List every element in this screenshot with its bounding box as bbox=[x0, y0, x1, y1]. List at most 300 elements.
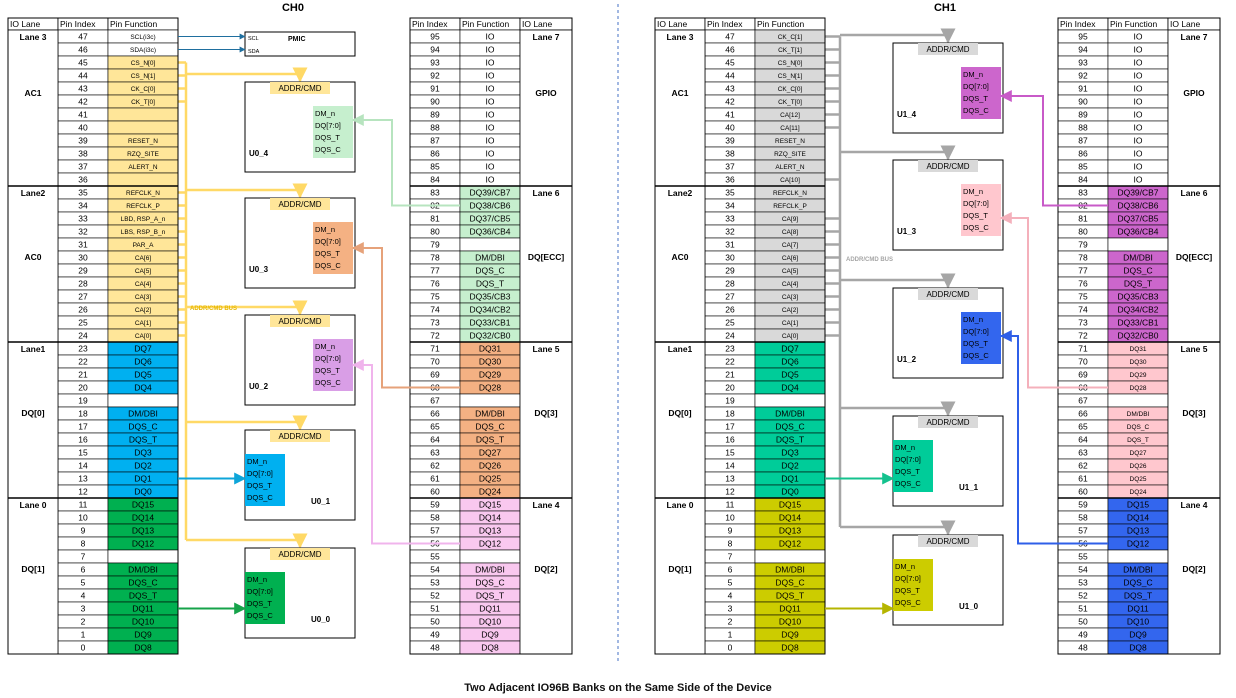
chip-name: U0_3 bbox=[249, 265, 269, 274]
pin-function-text: LBD, RSP_A_n bbox=[120, 216, 166, 223]
pin-index-text: 39 bbox=[78, 135, 88, 146]
pin-function-text: DQS_T bbox=[475, 590, 505, 601]
ch0-dram-U0_2 bbox=[245, 315, 355, 405]
lane-name: Lane 5 bbox=[532, 344, 560, 354]
pin-function-text: DQ14 bbox=[478, 512, 502, 523]
addr-cmd-text: ADDR/CMD bbox=[926, 418, 970, 427]
chip-pin-label: DM_n bbox=[247, 575, 268, 584]
pin-function-text: DQ30 bbox=[478, 356, 502, 367]
pin-function-text: DQ15 bbox=[1126, 499, 1150, 510]
pin-index-text: 94 bbox=[430, 44, 440, 55]
pin-function-text: IO bbox=[485, 161, 495, 172]
pin-index-text: 11 bbox=[725, 499, 735, 510]
header-text: Pin Index bbox=[60, 19, 96, 29]
chip-pin-label: DM_n bbox=[963, 315, 984, 324]
pin-function-text: DQS_T bbox=[128, 590, 158, 601]
pin-index-text: 75 bbox=[430, 291, 440, 302]
pin-index-text: 26 bbox=[78, 304, 88, 315]
pin-index-text: 89 bbox=[430, 109, 440, 120]
pin-function-text: DQS_C bbox=[128, 577, 158, 588]
pin-index-text: 23 bbox=[78, 343, 88, 354]
lane-cell bbox=[520, 498, 572, 654]
lane-name: Lane 3 bbox=[19, 32, 47, 42]
pin-index-text: 58 bbox=[1078, 512, 1088, 523]
lane-function: DQ[1] bbox=[668, 564, 692, 574]
pin-index-text: 52 bbox=[1078, 590, 1088, 601]
pin-function-text: DQ10 bbox=[131, 616, 155, 627]
lane-cell bbox=[8, 30, 58, 186]
header-text: Pin Index bbox=[1060, 19, 1096, 29]
pin-index-text: 76 bbox=[430, 278, 440, 289]
pin-function-text: DQ25 bbox=[1129, 476, 1147, 483]
pin-index-text: 24 bbox=[78, 330, 88, 341]
pin-function-text: DQ11 bbox=[479, 603, 501, 614]
pin-function-text: IO bbox=[485, 109, 495, 120]
pin-index-text: 48 bbox=[1078, 642, 1088, 653]
pin-index-text: 76 bbox=[1078, 278, 1088, 289]
pin-index-text: 92 bbox=[1078, 70, 1088, 81]
pin-function-text: RZQ_SITE bbox=[127, 151, 159, 158]
pin-index-text: 93 bbox=[430, 57, 440, 68]
pin-function-text: DQ4 bbox=[781, 382, 799, 393]
pin-index-text: 83 bbox=[1078, 187, 1088, 198]
pin-function-text: DQ14 bbox=[1126, 512, 1150, 523]
lane-name: Lane1 bbox=[667, 344, 693, 354]
pin-function-text: DQ6 bbox=[134, 356, 152, 367]
ch1-title: CH1 bbox=[933, 2, 957, 14]
chip-pin-label: DM_n bbox=[315, 225, 336, 234]
lane-function: AC0 bbox=[24, 252, 42, 262]
pin-function-text: DM/DBI bbox=[1126, 411, 1150, 418]
pin-function-text: CK_T[0] bbox=[778, 99, 802, 106]
pin-function-cell bbox=[108, 108, 178, 121]
chip-pin-label: DQ[7:0] bbox=[247, 587, 273, 596]
pin-index-text: 84 bbox=[430, 174, 440, 185]
pin-index-text: 55 bbox=[1078, 551, 1088, 562]
pin-function-text: DQ8 bbox=[781, 642, 799, 653]
pin-index-text: 7 bbox=[80, 551, 86, 562]
pin-index-text: 8 bbox=[80, 538, 86, 549]
lane-name: Lane 7 bbox=[532, 32, 560, 42]
pin-index-text: 69 bbox=[1078, 369, 1088, 380]
pin-function-text: DQ1 bbox=[781, 473, 799, 484]
pin-index-text: 82 bbox=[430, 200, 440, 211]
chip-name: U0_0 bbox=[311, 615, 331, 624]
pin-function-text: DQ2 bbox=[781, 460, 799, 471]
pin-index-text: 66 bbox=[1078, 408, 1088, 419]
pin-function-text: DQ9 bbox=[134, 629, 152, 640]
pin-index-text: 21 bbox=[725, 369, 735, 380]
header-text: IO Lane bbox=[10, 19, 41, 29]
addr-cmd-text: ADDR/CMD bbox=[278, 432, 322, 441]
pin-function-text: CK_T[0] bbox=[131, 99, 155, 106]
lane-function: DQ[ECC] bbox=[527, 252, 565, 262]
lane-name: Lane1 bbox=[20, 344, 46, 354]
pin-index-text: 50 bbox=[430, 616, 440, 627]
pin-index-text: 49 bbox=[430, 629, 440, 640]
pin-index-text: 58 bbox=[430, 512, 440, 523]
pin-function-text: DM/DBI bbox=[775, 408, 805, 419]
pin-function-text: DQ13 bbox=[778, 525, 802, 536]
pin-index-text: 47 bbox=[725, 31, 735, 42]
chip-pin-label: DM_n bbox=[895, 562, 916, 571]
pin-index-text: 88 bbox=[1078, 122, 1088, 133]
pin-index-text: 18 bbox=[78, 408, 88, 419]
pin-function-text: DQ11 bbox=[132, 603, 154, 614]
pin-index-text: 1 bbox=[727, 629, 733, 640]
ch0-title: CH0 bbox=[281, 2, 305, 14]
bus-branch bbox=[186, 74, 300, 81]
header-text: Pin Function bbox=[757, 19, 805, 29]
diagram-caption: Two Adjacent IO96B Banks on the Same Side of the Device bbox=[464, 682, 772, 694]
pin-index-text: 88 bbox=[430, 122, 440, 133]
pin-index-text: 75 bbox=[1078, 291, 1088, 302]
pin-index-text: 43 bbox=[725, 83, 735, 94]
ch0-right-pin-table bbox=[410, 18, 572, 654]
pin-function-text: DQ15 bbox=[778, 499, 802, 510]
pin-function-text: DQ11 bbox=[779, 603, 801, 614]
pin-index-text: 33 bbox=[78, 213, 88, 224]
chip-pin-label: DQ[7:0] bbox=[247, 469, 273, 478]
ch1-left-pin-table bbox=[655, 18, 825, 654]
lane-function: DQ[0] bbox=[668, 408, 692, 418]
pin-index-text: 85 bbox=[430, 161, 440, 172]
pin-index-text: 57 bbox=[430, 525, 440, 536]
chip-pin-label: DQS_C bbox=[315, 145, 341, 154]
pin-index-text: 12 bbox=[725, 486, 735, 497]
bus-branch bbox=[840, 35, 948, 42]
pin-index-text: 12 bbox=[78, 486, 88, 497]
pin-index-text: 6 bbox=[80, 564, 86, 575]
pin-index-text: 89 bbox=[1078, 109, 1088, 120]
pin-function-text: DQ34/CB2 bbox=[469, 304, 511, 315]
pin-function-text: PAR_A bbox=[132, 242, 154, 249]
pin-function-text: DQ39/CB7 bbox=[1117, 187, 1159, 198]
pin-function-text: IO bbox=[1133, 174, 1143, 185]
pin-index-text: 3 bbox=[80, 603, 86, 614]
pin-function-text: DQ13 bbox=[478, 525, 502, 536]
pin-index-text: 22 bbox=[78, 356, 88, 367]
pin-function-text: CK_T[1] bbox=[778, 47, 802, 54]
pin-function-text: DQS_T bbox=[775, 590, 805, 601]
pin-index-text: 84 bbox=[1078, 174, 1088, 185]
pin-function-text: DM/DBI bbox=[1123, 252, 1153, 263]
chip-pin-label: DQ[7:0] bbox=[963, 199, 989, 208]
pin-function-text: CA[9] bbox=[781, 216, 799, 223]
pin-index-text: 42 bbox=[725, 96, 735, 107]
pin-index-text: 17 bbox=[78, 421, 88, 432]
pin-index-text: 0 bbox=[80, 642, 86, 653]
chip-pin-label: DQS_T bbox=[963, 339, 989, 348]
pin-index-text: 91 bbox=[430, 83, 440, 94]
lane-name: Lane2 bbox=[20, 188, 46, 198]
pin-index-text: 31 bbox=[725, 239, 735, 250]
pin-index-text: 45 bbox=[725, 57, 735, 68]
pin-index-text: 61 bbox=[430, 473, 440, 484]
pin-index-text: 7 bbox=[727, 551, 733, 562]
lane-cell bbox=[8, 342, 58, 498]
chip-pin-label: DM_n bbox=[315, 342, 336, 351]
pin-function-text: DQ4 bbox=[134, 382, 152, 393]
pin-index-text: 26 bbox=[725, 304, 735, 315]
pin-index-text: 10 bbox=[78, 512, 88, 523]
ch1-dram-U1_2 bbox=[893, 288, 1003, 378]
ch1-dram-U1_0 bbox=[893, 535, 1003, 625]
pin-function-text: DQ32/CB0 bbox=[1117, 330, 1159, 341]
pin-function-text: DQ5 bbox=[781, 369, 799, 380]
pin-index-text: 14 bbox=[725, 460, 735, 471]
pin-index-text: 60 bbox=[430, 486, 440, 497]
pin-function-text: DQ9 bbox=[781, 629, 799, 640]
pin-function-text: DQ28 bbox=[1129, 385, 1147, 392]
addr-cmd-text: ADDR/CMD bbox=[926, 290, 970, 299]
chip-pin-label: DQS_T bbox=[895, 586, 921, 595]
pin-index-text: 29 bbox=[78, 265, 88, 276]
pmic-scl-label: SCL bbox=[248, 36, 259, 42]
lane-cell bbox=[520, 342, 572, 498]
pin-function-text: CA[4] bbox=[134, 281, 152, 288]
pin-index-text: 66 bbox=[430, 408, 440, 419]
pin-index-text: 36 bbox=[78, 174, 88, 185]
lane-function: DQ[ECC] bbox=[1175, 252, 1213, 262]
chip-name: U1_2 bbox=[897, 355, 917, 364]
pin-index-text: 53 bbox=[1078, 577, 1088, 588]
pin-function-text: DQ36/CB4 bbox=[1117, 226, 1159, 237]
chip-pin-label: DQS_C bbox=[963, 351, 989, 360]
chip-name: U1_1 bbox=[959, 483, 979, 492]
pin-index-text: 71 bbox=[1078, 343, 1088, 354]
pin-index-text: 28 bbox=[725, 278, 735, 289]
lane-function: DQ[3] bbox=[534, 408, 558, 418]
pin-function-text: IO bbox=[485, 122, 495, 133]
pin-function-text: DQ34/CB2 bbox=[1117, 304, 1159, 315]
addr-cmd-text: ADDR/CMD bbox=[926, 162, 970, 171]
pin-index-text: 27 bbox=[78, 291, 88, 302]
pin-function-text: REFCLK_P bbox=[126, 203, 160, 210]
pin-function-text: IO bbox=[1133, 96, 1143, 107]
header-text: IO Lane bbox=[657, 19, 688, 29]
pin-function-text: DQ14 bbox=[131, 512, 155, 523]
pin-function-text: DQS_C bbox=[475, 421, 505, 432]
chip-pin-label: DQS_T bbox=[315, 366, 341, 375]
pin-function-text: DQ26 bbox=[1129, 463, 1147, 470]
pin-function-text: DM/DBI bbox=[128, 564, 158, 575]
pin-function-text: ALERT_N bbox=[775, 164, 805, 171]
pin-index-text: 6 bbox=[727, 564, 733, 575]
addr-cmd-text: ADDR/CMD bbox=[926, 45, 970, 54]
pin-index-text: 81 bbox=[430, 213, 440, 224]
pin-function-text: DQ25 bbox=[478, 473, 502, 484]
bus-branch bbox=[840, 152, 948, 159]
lane-cell bbox=[8, 186, 58, 342]
chip-name: U0_4 bbox=[249, 149, 269, 158]
pin-function-text: DQ14 bbox=[778, 512, 802, 523]
pin-function-text: DQS_T bbox=[775, 434, 805, 445]
addr-cmd-text: ADDR/CMD bbox=[278, 200, 322, 209]
pin-function-cell bbox=[108, 173, 178, 186]
lane-function: GPIO bbox=[1183, 88, 1205, 98]
chip-pin-label: DQS_C bbox=[247, 493, 273, 502]
pin-index-text: 21 bbox=[78, 369, 88, 380]
pin-index-text: 63 bbox=[430, 447, 440, 458]
pin-index-text: 92 bbox=[430, 70, 440, 81]
addr-cmd-text: ADDR/CMD bbox=[278, 317, 322, 326]
pin-index-text: 11 bbox=[78, 499, 88, 510]
pin-index-text: 33 bbox=[725, 213, 735, 224]
pin-function-text: DQ39/CB7 bbox=[469, 187, 511, 198]
pin-index-text: 15 bbox=[78, 447, 88, 458]
pin-index-text: 20 bbox=[725, 382, 735, 393]
pin-function-cell bbox=[1108, 550, 1168, 563]
pin-index-text: 35 bbox=[78, 187, 88, 198]
pin-function-text: IO bbox=[1133, 44, 1143, 55]
pin-index-text: 86 bbox=[1078, 148, 1088, 159]
pin-function-text: CA[3] bbox=[781, 294, 799, 301]
lane-function: DQ[2] bbox=[534, 564, 558, 574]
pin-function-text: DQ24 bbox=[1129, 489, 1147, 496]
pin-function-text: DQ12 bbox=[778, 538, 802, 549]
pin-index-text: 77 bbox=[1078, 265, 1088, 276]
pin-function-text: REFCLK_P bbox=[773, 203, 807, 210]
pin-function-text: DQ32/CB0 bbox=[469, 330, 511, 341]
pin-function-text: DQ7 bbox=[781, 343, 799, 354]
pin-function-text: CS_N[0] bbox=[777, 60, 803, 67]
pin-index-text: 74 bbox=[1078, 304, 1088, 315]
pin-index-text: 93 bbox=[1078, 57, 1088, 68]
pin-function-text: IO bbox=[485, 44, 495, 55]
pin-index-text: 86 bbox=[430, 148, 440, 159]
pin-function-text: IO bbox=[1133, 31, 1143, 42]
pin-function-text: DM/DBI bbox=[475, 252, 505, 263]
pin-index-text: 24 bbox=[725, 330, 735, 341]
pin-function-text: DQ0 bbox=[781, 486, 799, 497]
pin-function-text: DQ10 bbox=[1126, 616, 1150, 627]
lane-function: DQ[1] bbox=[21, 564, 45, 574]
pin-function-text: DM/DBI bbox=[475, 564, 505, 575]
pin-function-text: DQ12 bbox=[1126, 538, 1150, 549]
lane-name: Lane 0 bbox=[666, 500, 694, 510]
chip-pin-label: DM_n bbox=[315, 109, 336, 118]
pin-function-text: CK_C[0] bbox=[777, 86, 803, 93]
pin-index-text: 54 bbox=[430, 564, 440, 575]
pin-function-cell bbox=[460, 238, 520, 251]
chip-pin-label: DQS_T bbox=[895, 467, 921, 476]
pin-function-text: DQS_T bbox=[128, 434, 158, 445]
pin-function-text: CA[2] bbox=[134, 307, 152, 314]
pin-function-text: DQ13 bbox=[131, 525, 155, 536]
pin-function-text: CA[1] bbox=[781, 320, 799, 327]
pin-index-text: 31 bbox=[78, 239, 88, 250]
pin-index-text: 16 bbox=[725, 434, 735, 445]
lane-cell bbox=[1168, 498, 1220, 654]
pin-function-text: DQ24 bbox=[478, 486, 502, 497]
pin-function-text: IO bbox=[485, 70, 495, 81]
pin-index-text: 13 bbox=[725, 473, 735, 484]
pin-function-text: DQ8 bbox=[1129, 642, 1147, 653]
pin-index-text: 9 bbox=[80, 525, 86, 536]
chip-name: U1_3 bbox=[897, 227, 917, 236]
pin-index-text: 45 bbox=[78, 57, 88, 68]
lane-cell bbox=[1168, 30, 1220, 186]
bus-branch bbox=[840, 280, 948, 287]
pin-index-text: 72 bbox=[430, 330, 440, 341]
addr-cmd-text: ADDR/CMD bbox=[278, 550, 322, 559]
pin-index-text: 70 bbox=[1078, 356, 1088, 367]
pin-index-text: 62 bbox=[1078, 460, 1088, 471]
lane-function: DQ[0] bbox=[21, 408, 45, 418]
pmic-title: PMIC bbox=[288, 36, 306, 43]
pin-function-text: CA[5] bbox=[781, 268, 799, 275]
pin-index-text: 56 bbox=[430, 538, 440, 549]
pin-function-cell bbox=[108, 550, 178, 563]
pin-function-text: IO bbox=[1133, 135, 1143, 146]
pin-function-text: CK_C[1] bbox=[777, 34, 803, 41]
pin-index-text: 67 bbox=[430, 395, 440, 406]
header-text: Pin Index bbox=[707, 19, 743, 29]
pin-function-cell bbox=[1108, 238, 1168, 251]
pin-index-text: 51 bbox=[1078, 603, 1088, 614]
chip-pin-label: DQS_C bbox=[963, 106, 989, 115]
pin-index-text: 41 bbox=[78, 109, 88, 120]
addr-cmd-text: ADDR/CMD bbox=[278, 84, 322, 93]
pin-index-text: 42 bbox=[78, 96, 88, 107]
pin-function-text: DQS_C bbox=[475, 265, 505, 276]
pin-function-text: DQ2 bbox=[134, 460, 152, 471]
pin-function-cell bbox=[755, 394, 825, 407]
pin-function-text: LBS, RSP_B_n bbox=[120, 229, 166, 236]
pin-index-text: 23 bbox=[725, 343, 735, 354]
pin-index-text: 32 bbox=[725, 226, 735, 237]
lane-function: DQ[2] bbox=[1182, 564, 1206, 574]
pin-function-text: CA[3] bbox=[134, 294, 152, 301]
pin-function-text: DQ9 bbox=[1129, 629, 1147, 640]
pin-function-text: DQ3 bbox=[134, 447, 152, 458]
pin-function-text: IO bbox=[1133, 57, 1143, 68]
ch0-dram-U0_4 bbox=[245, 82, 355, 172]
pin-function-text: DQS_T bbox=[475, 278, 505, 289]
pin-index-text: 56 bbox=[1078, 538, 1088, 549]
lane-function: AC1 bbox=[24, 88, 42, 98]
pin-index-text: 32 bbox=[78, 226, 88, 237]
pin-index-text: 60 bbox=[1078, 486, 1088, 497]
pin-function-text: DQS_C bbox=[775, 421, 805, 432]
pin-index-text: 41 bbox=[725, 109, 735, 120]
pin-function-text: CA[7] bbox=[781, 242, 799, 249]
pin-function-text: DM/DBI bbox=[1123, 564, 1153, 575]
pin-index-text: 81 bbox=[1078, 213, 1088, 224]
pin-function-text: DQ11 bbox=[1127, 603, 1149, 614]
pin-index-text: 71 bbox=[430, 343, 440, 354]
pin-index-text: 46 bbox=[78, 44, 88, 55]
pin-index-text: 19 bbox=[725, 395, 735, 406]
bus-branch bbox=[186, 422, 300, 429]
pin-index-text: 39 bbox=[725, 135, 735, 146]
pin-function-cell bbox=[108, 121, 178, 134]
chip-pin-label: DQ[7:0] bbox=[895, 574, 921, 583]
pin-index-text: 64 bbox=[1078, 434, 1088, 445]
pin-function-text: IO bbox=[1133, 70, 1143, 81]
pin-index-text: 78 bbox=[1078, 252, 1088, 263]
pin-function-text: DM/DBI bbox=[475, 408, 505, 419]
pin-index-text: 67 bbox=[1078, 395, 1088, 406]
pin-function-text: CS_N[0] bbox=[130, 60, 156, 67]
pin-function-text: IO bbox=[485, 135, 495, 146]
pin-index-text: 52 bbox=[430, 590, 440, 601]
pin-function-text: CK_C[0] bbox=[130, 86, 156, 93]
pin-index-text: 61 bbox=[1078, 473, 1088, 484]
pin-index-text: 57 bbox=[1078, 525, 1088, 536]
pin-index-text: 34 bbox=[725, 200, 735, 211]
